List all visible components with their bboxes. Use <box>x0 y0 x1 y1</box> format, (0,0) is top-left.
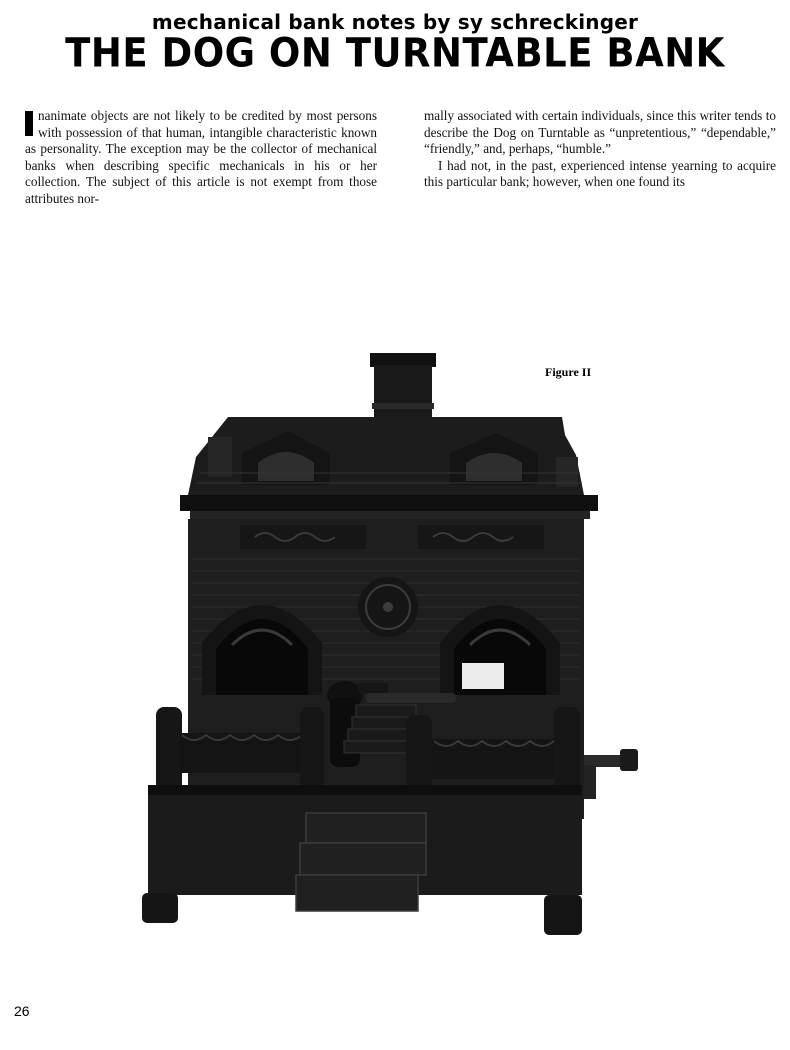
article-headline: THE DOG ON TURNTABLE BANK <box>65 30 725 77</box>
paragraph-text: nanimate objects are not likely to be credited by most persons with possession of that human, intangible characteristic known as personality. The exception may be the collector of mechanical banks when describing specific mechanicals in his or her collection. The subject of this article is not exempt from those attributes nor- <box>25 108 377 206</box>
column-kicker: mechanical bank notes by sy schreckinger <box>151 10 639 34</box>
drop-cap-i <box>25 111 33 136</box>
figure-label: Figure II <box>545 365 592 379</box>
article-paragraph: mally associated with certain individuals, since this writer tends to describe the Dog on Turntable as “unpretentious,” “dependable,” “friendly,” and, perhaps, “humble.” <box>424 108 776 157</box>
crank-handle <box>584 749 638 799</box>
bank-foot-left <box>142 893 178 923</box>
turntable-ledge <box>366 693 456 703</box>
article-paragraph <box>25 108 377 208</box>
page-number: 26 <box>14 1003 30 1019</box>
article-column-right <box>424 108 776 191</box>
bank-foot-right <box>544 895 582 935</box>
bank-photograph <box>120 345 660 945</box>
cornice <box>180 495 598 511</box>
chimney <box>370 353 436 367</box>
door-window-highlight <box>462 663 504 689</box>
article-column-left <box>25 108 377 208</box>
front-steps <box>296 813 426 911</box>
center-medallion <box>358 577 418 637</box>
article-paragraph: I had not, in the past, experienced intense yearning to acquire this particular bank; however, when one found its <box>424 157 776 190</box>
